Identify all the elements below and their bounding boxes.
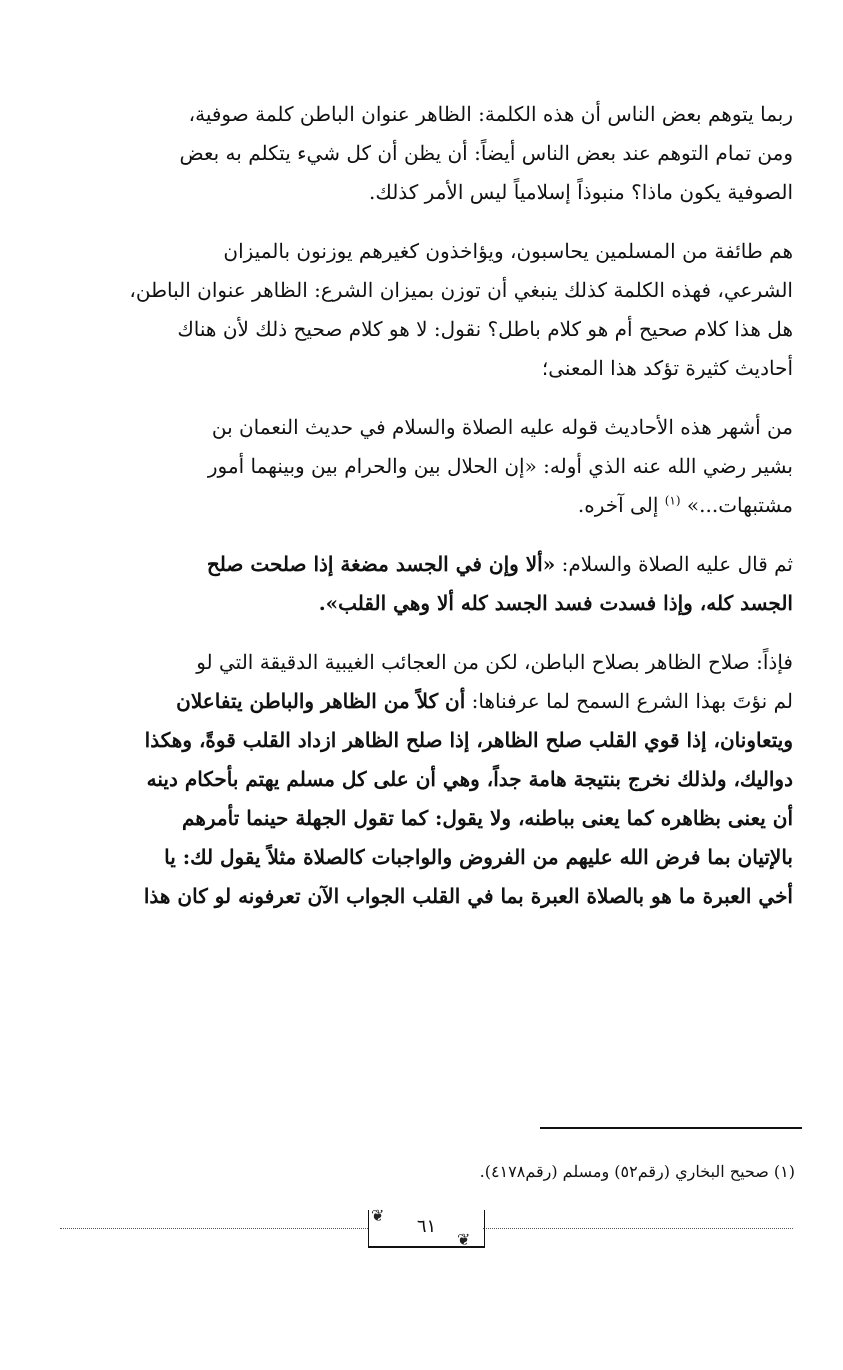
text-line: بشير رضي الله عنه الذي أوله: «إن الحلال بين والحرام بين وبينهما أمور xyxy=(207,454,793,478)
text-line-bold: أخي العبرة ما هو بالصلاة العبرة بما في القلب الجواب الآن تعرفونه لو كان هذا xyxy=(143,884,793,908)
page-number: ٦١ xyxy=(368,1210,485,1248)
quote-intro: ثم قال عليه الصلاة والسلام: xyxy=(555,552,793,576)
text-line xyxy=(55,486,793,525)
text-plain: لم نؤتَ بهذا الشرع السمح لما عرفناها: xyxy=(465,689,793,713)
text-continuation: إلى آخره. xyxy=(577,493,659,517)
text-line: فإذاً: صلاح الظاهر بصلاح الباطن، لكن من العجائب الغيبية الدقيقة التي لو xyxy=(196,650,793,674)
floral-ornament-icon: ❦ xyxy=(457,1230,471,1249)
footnote: (١) صحيح البخاري (رقم٥٢) ومسلم (رقم٤١٧٨). xyxy=(479,1162,795,1181)
text-line-bold: ويتعاونان، إذا قوي القلب صلح الظاهر، إذا صلح الظاهر ازداد القلب قوةً، وهكذا xyxy=(144,728,793,752)
text-line: ومن تمام التوهم عند بعض الناس أيضاً: أن يظن أن كل شيء يتكلم به بعض xyxy=(179,141,793,165)
text-line xyxy=(55,682,793,721)
hadith-quote: «ألا وإن في الجسد مضغة إذا صلحت صلح xyxy=(206,552,556,576)
text-line xyxy=(55,545,793,584)
text-line: الصوفية يكون ماذا؟ منبوذاً إسلامياً ليس الأمر كذلك. xyxy=(369,180,793,204)
hadith-ending: مشتبهات...» xyxy=(686,493,793,517)
text-line: هم طائفة من المسلمين يحاسبون، ويؤاخذون كغيرهم يوزنون بالميزان xyxy=(223,239,793,263)
paragraph-2 xyxy=(55,232,793,388)
text-line: من أشهر هذه الأحاديث قوله عليه الصلاة والسلام في حديث النعمان بن xyxy=(211,415,793,439)
hadith-quote: الجسد كله، وإذا فسدت فسد الجسد كله ألا وهي القلب». xyxy=(318,591,793,615)
text-line-bold: بالإتيان بما فرض الله عليهم من الفروض والواجبات كالصلاة مثلاً يقول لك: يا xyxy=(164,845,793,869)
footer-dotted-rule-right xyxy=(483,1228,793,1229)
text-line: هل هذا كلام صحيح أم هو كلام باطل؟ نقول: لا هو كلام صحيح ذلك لأن هناك xyxy=(177,317,793,341)
text-line: ربما يتوهم بعض الناس أن هذه الكلمة: الظاهر عنوان الباطن كلمة صوفية، xyxy=(188,102,793,126)
text-bold: أن كلاً من الظاهر والباطن يتفاعلان xyxy=(176,689,466,713)
page-body xyxy=(55,95,793,936)
paragraph-4 xyxy=(55,545,793,623)
text-line: الشرعي، فهذه الكلمة كذلك ينبغي أن توزن بميزان الشرع: الظاهر عنوان الباطن، xyxy=(129,278,793,302)
paragraph-1 xyxy=(55,95,793,212)
paragraph-3 xyxy=(55,408,793,525)
paragraph-5 xyxy=(55,643,793,916)
footer-dotted-rule-left xyxy=(60,1228,368,1229)
footnote-reference[interactable]: (١) xyxy=(664,493,681,508)
floral-ornament-icon: ❦ xyxy=(371,1206,385,1225)
text-line: أحاديث كثيرة تؤكد هذا المعنى؛ xyxy=(541,356,793,380)
text-line-bold: دواليك، ولذلك نخرج بنتيجة هامة جداً، وهي أن على كل مسلم يهتم بأحكام دينه xyxy=(146,767,793,791)
footnote-separator xyxy=(540,1127,802,1129)
text-line-bold: أن يعنى بظاهره كما يعنى بباطنه، ولا يقول: كما تقول الجهلة حينما تأمرهم xyxy=(182,806,793,830)
